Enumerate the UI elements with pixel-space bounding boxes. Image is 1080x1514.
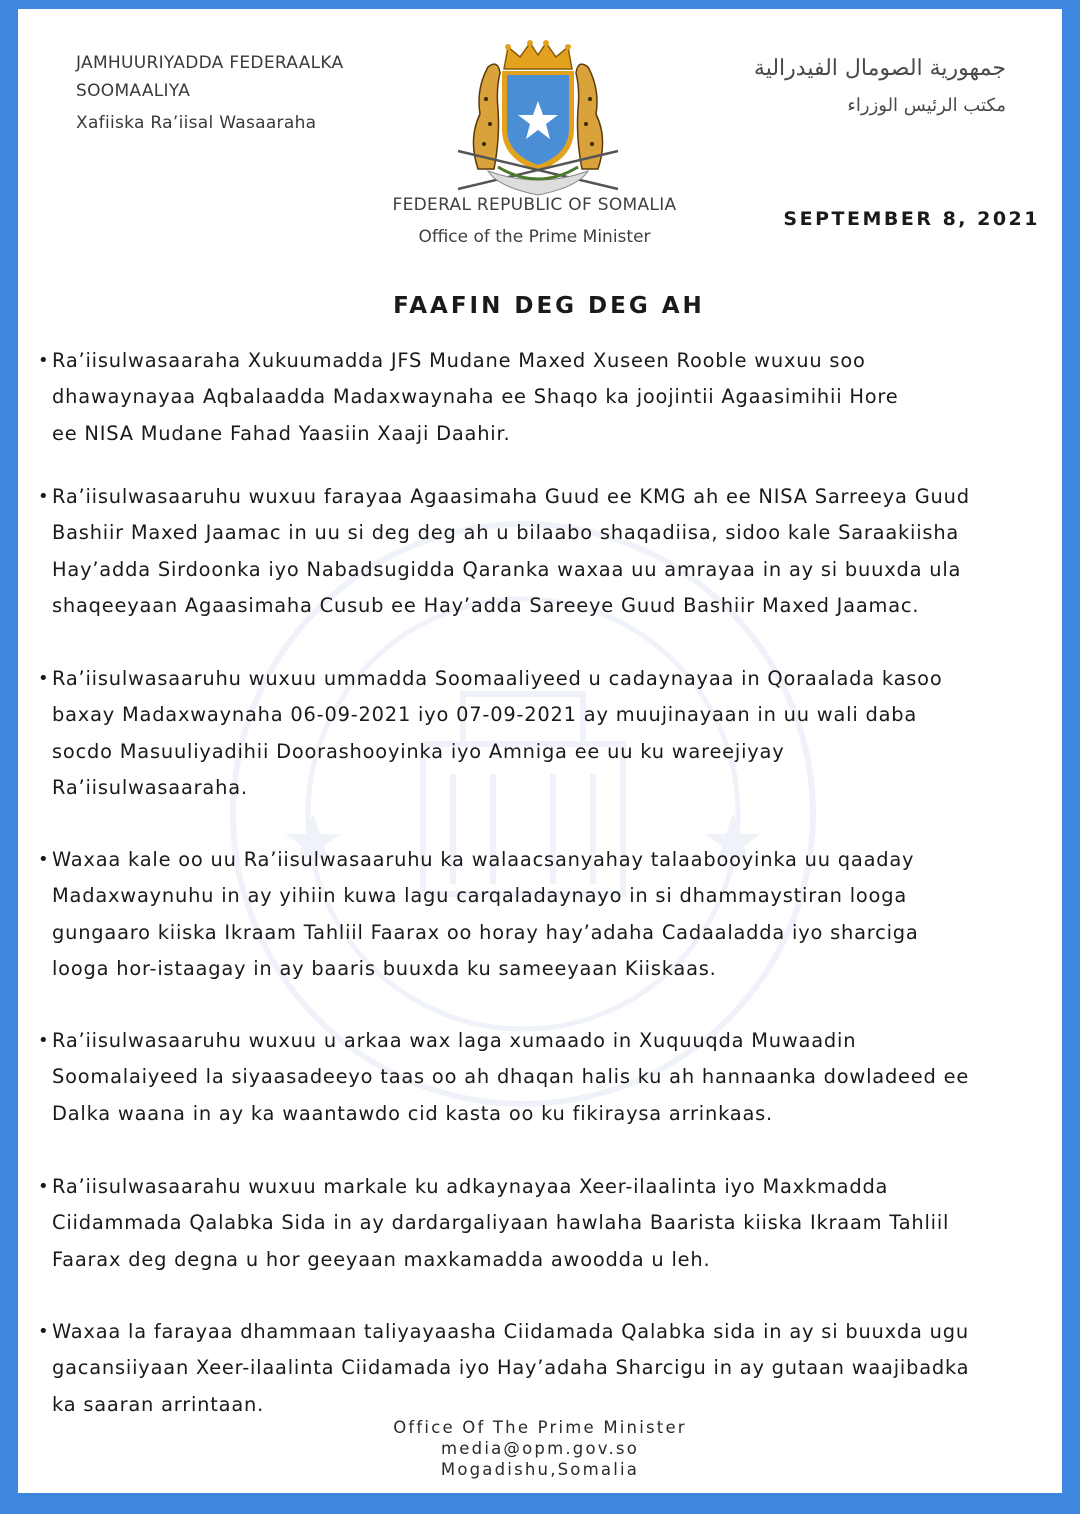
paragraph-4	[38, 842, 1052, 987]
paragraph-line: looga hor-istaagay in ay baaris buuxda ku sameeyaan Kiiskaas.	[52, 956, 717, 980]
paragraph-line: Ra’iisulwasaaruhu wuxuu ummadda Soomaaliyeed u cadaynayaa in Qoraalada kasoo	[52, 667, 943, 690]
press-release-page	[18, 9, 1062, 1493]
paragraph-line: Ra’iisulwasaarahu wuxuu markale ku adkaynayaa Xeer-ilaalinta iyo Maxkmadda	[52, 1175, 889, 1198]
bullet-icon: •	[38, 1030, 50, 1051]
header-arabic-block	[754, 49, 1006, 123]
bullet-icon: •	[38, 1176, 50, 1197]
paragraph-6	[38, 1169, 1052, 1278]
bullet-icon: •	[38, 849, 50, 870]
release-date: SEPTEMBER 8, 2021	[783, 208, 1040, 230]
paragraph-line: Hay’adda Sirdoonka iyo Nabadsugidda Qaranka waxaa uu amrayaa in ay si buuxda ula	[52, 557, 962, 581]
paragraph-line: ee NISA Mudane Fahad Yaasiin Xaaji Daahir.	[52, 421, 511, 445]
bullet-icon: •	[38, 668, 50, 689]
paragraph-line: Ra’iisulwasaaruhu wuxuu u arkaa wax laga xumaado in Xuquuqda Muwaadin	[52, 1029, 857, 1052]
header-subtitle: Office of the Prime Minister	[418, 227, 651, 247]
paragraph-line: Soomalaiyeed la siyaasadeeyo taas oo ah dhaqan halis ku ah hannaanka dowladeed ee	[52, 1065, 970, 1089]
header-arabic-line-2: مكتب الرئيس الوزراء	[847, 95, 1006, 116]
paragraph-2	[38, 479, 1052, 624]
paragraph-line: Ra’iisulwasaaraha Xukuumadda JFS Mudane Maxed Xuseen Rooble wuxuu soo	[52, 349, 866, 372]
paragraph-line: gungaaro kiiska Ikraam Tahliil Faarax oo horay hay’adaha Cadaaladda iyo sharciga	[52, 920, 919, 944]
page-title: FAAFIN DEG DEG AH	[393, 293, 705, 319]
header-arabic-line-1: جمهورية الصومال الفيدرالية	[753, 56, 1006, 81]
paragraph-line: Bashiir Maxed Jaamac in uu si deg deg ah u bilaabo shaqadiisa, sidoo kale Saraakiisha	[52, 521, 960, 545]
paragraph-line: gacansiiyaan Xeer-ilaalinta Ciidamada iyo Hay’adaha Sharcigu in ay gutaan waajibadka	[52, 1356, 970, 1380]
header-title: FEDERAL REPUBLIC OF SOMALIA	[392, 195, 677, 215]
paragraph-line: Ra’iisulwasaaraha.	[52, 775, 248, 799]
paragraph-line: Waxaa kale oo uu Ra’iisulwasaaruhu ka walaacsanyahay talaabooyinka uu qaaday	[52, 848, 915, 871]
paragraph-line: Ciidammada Qalabka Sida in ay dardargaliyaan hawlaha Baarista kiiska Ikraam Tahliil	[52, 1211, 950, 1235]
paragraph-line: Dalka waana in ay ka waantawdo cid kasta oo ku fikiraysa arrinkaas.	[52, 1101, 773, 1125]
paragraph-line: baxay Madaxwaynaha 06-09-2021 iyo 07-09-2021 ay muujinayaan in uu wali daba	[52, 703, 918, 727]
paragraph-5	[38, 1023, 1052, 1132]
bullet-icon: •	[38, 1321, 50, 1342]
footer-contact	[18, 1417, 1062, 1480]
paragraph-line: Madaxwaynuhu in ay yihiin kuwa lagu carqaladaynayo in si dhammaystiran looga	[52, 884, 908, 908]
footer-location: Mogadishu,Somalia	[440, 1460, 640, 1479]
bullet-icon: •	[38, 486, 50, 507]
bullet-icon: •	[38, 350, 50, 371]
paragraph-line: Waxaa la farayaa dhammaan taliyayaasha Ciidamada Qalabka sida in ay si buuxda ugu	[52, 1320, 969, 1343]
paragraph-line: Faarax deg degna u hor geeyaan maxkamadda awoodda u leh.	[52, 1247, 711, 1271]
footer-office: Office Of The Prime Minister	[393, 1418, 687, 1437]
footer-email: media@opm.gov.so	[441, 1439, 639, 1458]
paragraph-line: shaqeeyaan Agaasimaha Cusub ee Hay’adda Sareeye Guud Bashiir Maxed Jaamac.	[52, 593, 920, 617]
header-somali-line-3: Xafiiska Ra’iisal Wasaaraha	[76, 113, 317, 133]
paragraph-line: dhawaynayaa Aqbalaadda Madaxwaynaha ee Shaqo ka joojintii Agaasimihii Hore	[52, 385, 899, 409]
paragraph-line: Ra’iisulwasaaruhu wuxuu farayaa Agaasimaha Guud ee KMG ah ee NISA Sarreeya Guud	[52, 485, 970, 508]
paragraph-line: socdo Masuuliyadihii Doorashooyinka iyo Amniga ee uu ku wareejiyay	[52, 739, 785, 763]
header-somali-line-1: JAMHUURIYADDA FEDERAALKA	[76, 53, 344, 73]
paragraph-3	[38, 661, 1052, 806]
paragraph-1	[38, 343, 1052, 452]
header-somali-line-2: SOOMAALIYA	[76, 81, 191, 101]
paragraph-7	[38, 1314, 1052, 1423]
paragraph-line: ka saaran arrintaan.	[52, 1392, 265, 1416]
header-somali-block	[76, 49, 343, 137]
coat-of-arms-emblem	[438, 29, 638, 199]
